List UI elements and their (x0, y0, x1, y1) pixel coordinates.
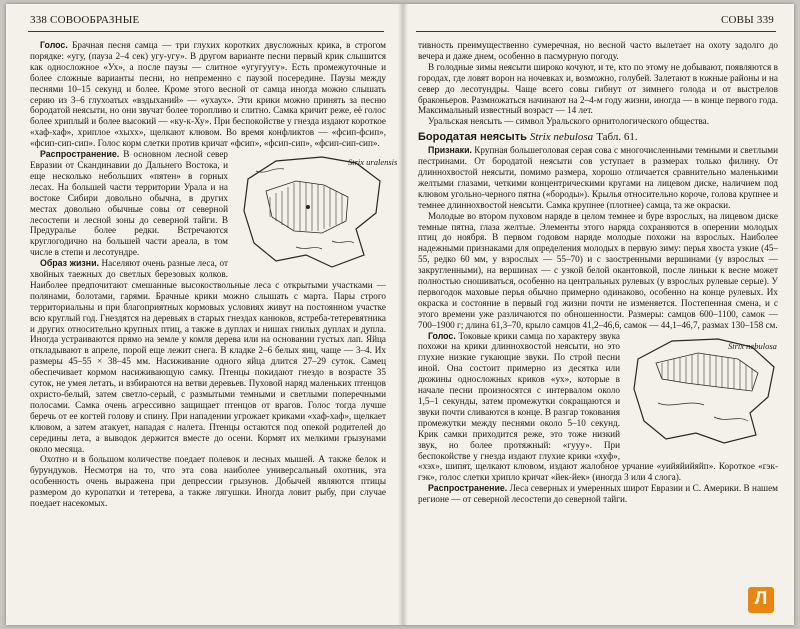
intro-text: тивность преимущественно сумеречная, но весной часто вылетает на охоту задолго до вечера и даже днем, особенно в пасмурную погоду. (418, 40, 778, 61)
book-gutter (398, 4, 408, 625)
voice-label: Голос. (40, 40, 68, 50)
publisher-logo (748, 587, 774, 613)
map-species-label: Strix uralensis (348, 157, 398, 168)
publisher-logo-letter: Л (754, 588, 768, 608)
right-running-head: СОВЫ 339 (720, 14, 774, 26)
voice-text: Брачная песня самца — три глухих коротких двусложных крика, в строгом порядке: «угу, (пауза 2–4 сек) угу-угу». В другом варианте песни первый крик слышится как односложное «Ух», а после паузы — слитное «угугуугу». Есть промежуточные и более сложные варианты песни, но непременно с паузой посередине. Паузы между песнями 10–15 секунд и более. Кроме этого весной от самца иногда можно слышать серию из 3–6 глухоатых «вздыханий» — «ухаух». Эти крики можно принять за песню бородатой неясыти, но они звучат более торопливо и слитно. Самка кричит реже, её голос более хриплый и более высокий — «ку-к-Ху». При беспокойстве у гнезда издают короткое «хаф-хаф», хриплое «хыхх», щелкают клювом. Во время конфликтов — «фсип-фсип», «фсип-сип-сип». Голос корм слетки против кричат «фсип», «фсип-сип», «фсип-сип-сип». (30, 40, 386, 149)
species-heading (418, 132, 778, 143)
range-map-figure (236, 151, 398, 271)
distribution-text: В основном лесной север Евразии от Скандинавии до Дальнего Востока, и еще несколько небольших «пятен» в горных лесах. На большей части территории Урала и на востоке Сибири довольно обычна, в других местах довольно обычные совы от северной лесостепи и лесной зоны до северной тайги. В Предуралье более редки. Встречаются круглогодично на большей части ареала, в том числе в степи и лесотундре. (30, 149, 228, 258)
great-grey-owl-range-map (628, 333, 778, 448)
left-running-head: 338 СОВООБРАЗНЫЕ (30, 14, 140, 26)
features-label: Признаки. (428, 145, 472, 156)
distribution-text-2: Леса северных и умеренных широт Евразии и С. Америки. В нашем регионе — от северной лесостепи до северной тайги. (418, 483, 778, 505)
intro-text-2: В голодные зимы неясыти широко кочуют, и те, кто по этому не добывают, появляются в городах, где ловят ворон на ночевках и, возможно, голубей. Залетают в южные районы и на север до лесотундры. Чаще всего совы гибнут от зимнего голода и от выстрелов браконьеров. Размножаться начинают на 2–4-м году жизни, иногда — в конце первого года. Максимальный известный возраст — 14 лет. (418, 61, 778, 116)
right-header-rule (416, 31, 776, 32)
distribution-label-2: Распространение. (428, 483, 508, 494)
left-page (6, 4, 398, 625)
right-body-text (418, 40, 778, 505)
lifestyle-text: Населяют очень разные леса, от хвойных таежных до светлых березовых колков. Наиболее предпочитают смешанные высокоствольные леса с открытыми участками — полянами, болотами, гарями. Брачные крики можно слышать с марта. Пары строго территориальны и при благоприятных кормовых условиях живут на постоянном участке всю круглый год. Гнездятся на деревьях в старых гнездах канюков, ястреба-тетеревятника и других относительно крупных птиц, а также в дуплах и нишах гнилых дуплах и дупла. Иногда устраиваются прямо на земле у комля дерева или на основании густых лап. Яйца откладывают в апреле, порой еще лежит снега. В кладке 2–6 белых яиц, чаще — 3–4. Их размеры 45–55 × 38–45 мм. Насиживание одного яйца длится 27–29 суток. Самец обеспечивает кормом насиживающую самку. Птенцы покидают гнездо в возрасте 35 суток, не умея летать, и взбираются на ветви деревьев. Пуховой наряд маленьких птенцов охристо-белый, затем светло-серый, с размытыми темными и светлыми поперечными полосами. Самка очень агрессивно защищает птенцов от врагов. Голос тогда лучше беречь от ее когтей голову и спину. При нападении угрожает криками «хаф-хаф», щелкает клювом, а затем атакует, нападая с налета. Птенцы остаются под опекой родителей до середины лета, а выводок держится вместе до осени. Кормят их мелкими грызунами около месяца. (30, 258, 386, 454)
intro-text-3: Уральская неясыть — символ Уральского орнитологического общества. (428, 116, 710, 127)
lifestyle-label: Образ жизни. (40, 258, 99, 269)
features-text: Крупная большеголовая серая сова с многочисленными темными и светлыми пестринами. От бородатой неясыти сов уступает в размерах только филину. От длиннохвостой неясыти, помимо размера, хорошо отличается сравнительно маленькими желтыми глазами, четкими концентрическими кругами на лицевом диске, наличием под клювом угольно-черного пятна («бороды»). Крылья относительно короче, голова крупнее и темнее длиннохвостой неясыти. Самка крупнее (плотнее) самца, та же окраски. (418, 145, 779, 210)
left-body-text (30, 40, 398, 509)
book-spread (6, 4, 794, 625)
voice-label-2: Голос. (428, 330, 456, 341)
distribution-label: Распространение. (40, 149, 120, 160)
right-page (408, 4, 794, 625)
map-species-label-2: Strix nebulosa (728, 340, 777, 351)
food-text: Охотно и в большом количестве поедает полевок и лесных мышей. А также белок и бурундуков. Несмотря на то, что эта сова наиболее универсальный охотник, эта особенность очень выражена при депрессии грызунов. Добычей являются птицы размером до куропатки и тетерева, а также лягушки. Иногда ловит рыбу, при случае поедает насекомых. (30, 454, 386, 509)
species-name: Бородатая неясыть (418, 131, 527, 144)
voice-text-2: Токовые крики самца по характеру звука похожи на крики длиннохвостой неясыти, но это глухие низкие гукающие звуки. По строй песни иной. Она состоит примерно из десятка или дюжины односложных криков «ух», которые в начале песни произносятся с интервалом около 1,5–1 секунды, затем промежутки сокращаются и звуки почти сливаются в конце. В разгар токования промежутки между песнями около 5–10 секунд. Крик самки приходится реже, это тоже низкий звук, но более протяжный: «гууу». При беспокойстве у гнезда издают глухие крики «хуф», «хэх», шипят, щелкают клювом, издают жалобное урчание «уийяйийяйп». Короткое «гэк-гэк», голос слетки хрипло кричат «йек-йек» (иногда 3 или 4 слога). (418, 330, 778, 483)
species-plate: Табл. 61. (596, 131, 638, 144)
juvenile-text: Молодые во втором пуховом наряде в целом темнее и буре взрослых, на лицевом диске темные пятна, глаза желтые. Элементы этого наряда сохраняются в оперении молодых птиц до ноября. В первом годовом наряде молодые похожи на взрослых. Наиболее надежными признаками для определения молодых в первую зиму: перья хвоста узкие (45–55, редко 60 мм, у взрослых — 55–70) и с заостренными вершинами (у взрослых — закругленными), на вершинах — с узкой белой окантовкой, после линьки к весне может полностью сношиваться, особенно на центральных рулевых (у взрослых рулевые серые). У первогодок маховые перья обычно примерно одинаково, особенно на конце рулевых. Их окраска и состояние в первый год жизни почти не изменяется. Постепенная смена, и с этого времени уже различаются по обношенности. Размеры: самцов 600–1100, самок — 700–1900 г; длина 61,3–70, крыло самцов 41,2–46,6, самок — 44,1–46,7, размах 130–158 см. (418, 210, 778, 330)
species-latin: Strix nebulosa (529, 131, 594, 144)
ural-owl-range-map (236, 151, 398, 274)
left-header-rule (28, 31, 384, 32)
range-map-figure-2 (628, 333, 778, 445)
